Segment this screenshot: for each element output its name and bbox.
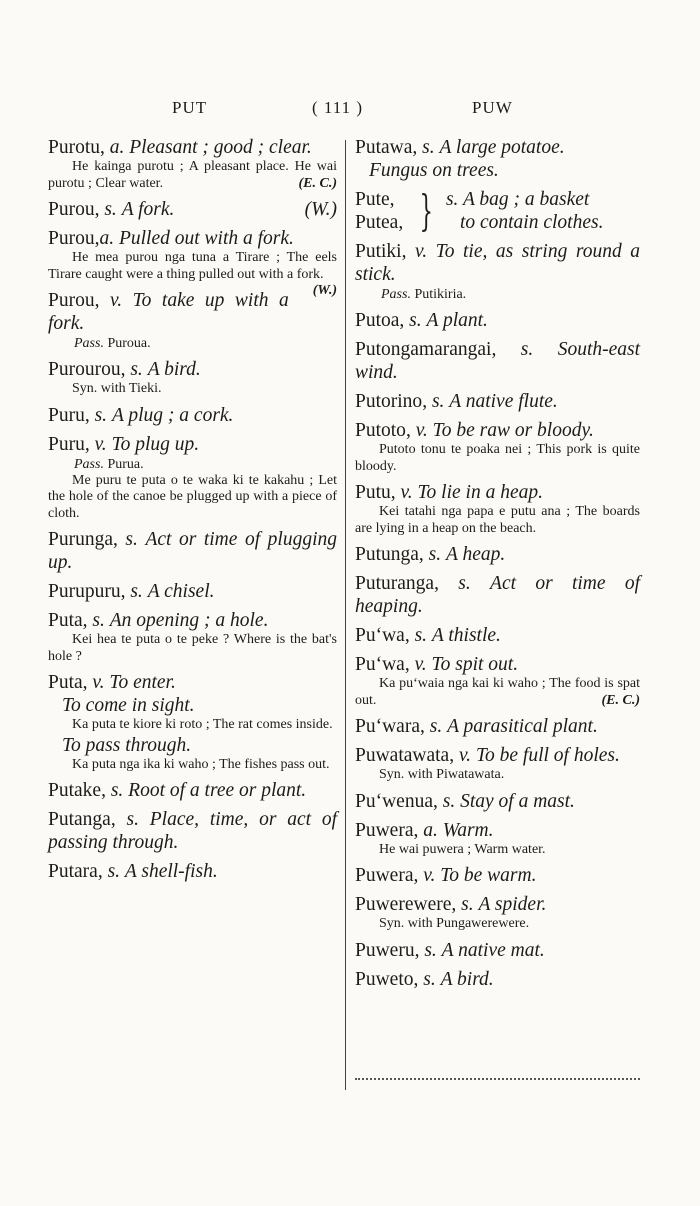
headword: Purunga: [48, 529, 113, 550]
part-of-speech: s.: [422, 137, 435, 158]
headword: Putunga: [355, 544, 419, 565]
definition: A native flute.: [449, 391, 558, 412]
part-of-speech: a.: [423, 819, 438, 841]
headword: Puwerewere: [355, 894, 452, 915]
headword: Putawa: [355, 137, 413, 158]
dictionary-entry: Purourou, s. A bird. Syn. with Tieki.: [48, 358, 337, 398]
definition: A bird.: [147, 359, 201, 380]
headword: Puru: [48, 433, 85, 455]
definition: A large potatoe.: [439, 137, 565, 158]
dictionary-entry: Purunga, s. Act or time of plugging up.: [48, 529, 338, 573]
dictionary-entry: Puwera, a. Warm. He wai puwera ; Warm water.: [355, 819, 640, 859]
part-of-speech: s.: [110, 780, 124, 801]
headword: Purou: [48, 290, 95, 311]
sub-sense: To come in sight.: [62, 695, 195, 716]
dictionary-entry: Putanga, s. Place, time, or act of passing through.: [48, 809, 337, 853]
headword: Puta: [48, 672, 83, 693]
headword: Purou,: [48, 228, 100, 249]
example: Putoto tonu te poaka nei ; This pork is quite bloody.: [355, 442, 640, 474]
headword: Puweto: [355, 968, 414, 990]
headword: Puru: [48, 404, 85, 426]
dictionary-entry: Puru, v. To plug up. Pass. Purua. Me puru te puta o te waka ki te kakahu ; Let the hole of the canoe be plugged up with a piece of cloth.: [48, 433, 337, 521]
definition: A bag ; a basket: [462, 189, 590, 210]
example: He mea purou nga tuna a Tirare ; The eels Tirare caught were a thing pulled out with a fork. (W.): [48, 250, 337, 298]
end-rule: [355, 1078, 640, 1082]
dictionary-entry: Puturanga, s. Act or time of heaping.: [355, 573, 641, 617]
dictionary-entry: Pu‘wenua, s. Stay of a mast.: [355, 790, 575, 812]
example: Me puru te puta o te waka ki te kakahu ; Let the hole of the canoe be plugged up with a piece of cloth.: [48, 472, 337, 521]
definition: A chisel.: [147, 581, 215, 602]
definition: An opening ; a hole.: [109, 610, 269, 631]
part-of-speech: s.: [94, 404, 108, 426]
part-of-speech: a.: [109, 137, 125, 158]
passive-form: Pass. Putikiria.: [381, 287, 467, 302]
example: Syn. with Tieki.: [72, 381, 162, 396]
definition: A heap.: [446, 544, 506, 565]
dictionary-entry: Pu‘wara, s. A parasitical plant.: [355, 716, 598, 737]
headword: Puwatawata: [355, 745, 450, 766]
dictionary-entry: Purou, v. To take up with a fork. Pass. Puroua.: [48, 289, 337, 352]
sub-sense: To pass through.: [62, 734, 192, 756]
headword: Pu‘wa: [355, 625, 405, 646]
part-of-speech: s.: [429, 716, 443, 737]
dictionary-entry: Putawa, s. A large potatoe. Fungus on trees.: [355, 136, 640, 182]
dictionary-entry: Putongamarangai, s. South-east wind.: [355, 339, 641, 383]
dictionary-entry: Puta, v. To enter. To come in sight. Ka puta te kiore ki roto ; The rat comes inside. To pass through. Ka puta nga ika ki waho ; The fishes pass out.: [48, 671, 337, 773]
header-guide-left: PUT: [172, 98, 208, 117]
part-of-speech: s.: [130, 359, 143, 380]
part-of-speech: v.: [92, 672, 105, 693]
definition: Pleasant ; good ; clear.: [129, 137, 312, 158]
headword: Puta: [48, 610, 83, 631]
definition: To be raw or bloody.: [432, 420, 594, 441]
dictionary-entry: Puweru, s. A native mat.: [355, 939, 545, 961]
headword: Purupuru: [48, 581, 121, 602]
headword: Puturanga: [355, 573, 435, 594]
definition: Root of a tree or plant.: [128, 780, 307, 801]
example: Kei tatahi nga papa e putu ana ; The boards are lying in a heap on the beach.: [355, 504, 640, 536]
definition: Act or time of plugging up.: [48, 529, 338, 573]
headword: Pu‘wara: [355, 716, 420, 737]
curly-brace-icon: }: [419, 186, 434, 235]
example: Syn. with Pungawerewere.: [379, 916, 530, 931]
headword: Putoto: [355, 420, 406, 441]
dictionary-entry: Purotu, a. Pleasant ; good ; clear. He kainga purotu ; A pleasant place. He wai purotu ; Clear water. (E. C.): [48, 137, 337, 191]
part-of-speech: s.: [423, 968, 436, 990]
dictionary-entry: Putara, s. A shell-fish.: [48, 861, 218, 882]
definition: A spider.: [478, 894, 547, 915]
dictionary-entry: Putu, v. To lie in a heap. Kei tatahi nga papa e putu ana ; The boards are lying in a heap on the beach.: [355, 482, 640, 536]
example: He wai puwera ; Warm water.: [379, 841, 546, 857]
definition: To plug up.: [111, 433, 200, 455]
example: Ka pu‘waia nga kai ki waho ; The food is spat out. (E. C.): [355, 676, 640, 708]
part-of-speech: s.: [125, 529, 138, 550]
definition: A fork.: [121, 199, 175, 220]
definition: Act or time of heaping.: [355, 573, 641, 617]
definition: To take up with a fork.: [48, 290, 289, 334]
example: He kainga purotu ; A pleasant place. He wai purotu ; Clear water. (E. C.): [48, 159, 337, 191]
part-of-speech: s.: [442, 790, 456, 812]
example: Ka puta nga ika ki waho ; The fishes pass out.: [72, 756, 330, 772]
definition: To enter.: [109, 672, 176, 693]
definition: Pulled out with a fork.: [118, 228, 294, 249]
dictionary-entry: Putiki, v. To tie, as string round a stick. Pass. Putikiria.: [355, 241, 641, 302]
passive-form: Pass. Purua.: [74, 456, 144, 472]
dictionary-entry: Putorino, s. A native flute.: [355, 391, 558, 412]
headword: Putiki: [355, 241, 402, 262]
headword: Putake: [48, 780, 102, 801]
dictionary-entry: Puwerewere, s. A spider. Syn. with Pungawerewere.: [355, 893, 640, 933]
sub-sense: Fungus on trees.: [369, 160, 499, 181]
dictionary-entry: Pu‘wa, s. A thistle.: [355, 625, 501, 646]
headword: Putu: [355, 482, 391, 503]
part-of-speech: s.: [130, 581, 143, 602]
part-of-speech: s.: [414, 625, 428, 646]
dictionary-entry: Purou, s. A fork. (W.): [48, 199, 337, 220]
part-of-speech: s.: [458, 573, 471, 594]
definition: Place, time, or act of passing through.: [48, 809, 337, 853]
part-of-speech: s.: [461, 894, 474, 915]
part-of-speech: s.: [445, 189, 459, 210]
source-ref: (W.): [304, 199, 337, 220]
headword: Putongamarangai: [355, 339, 492, 360]
dictionary-entry: Puta, s. An opening ; a hole. Kei hea te puta o te peke ? Where is the bat's hole ?: [48, 610, 337, 664]
dictionary-entry: Putake, s. Root of a tree or plant.: [48, 780, 307, 801]
dictionary-entry: [48, 227, 337, 298]
part-of-speech: s.: [104, 199, 117, 220]
headword: Putanga: [48, 809, 111, 830]
part-of-speech: v.: [109, 290, 123, 311]
headword: Pute,: [355, 189, 395, 210]
definition: A plug ; a cork.: [111, 404, 234, 426]
definition: South-east wind.: [355, 339, 641, 383]
source-ref: (W.): [312, 283, 337, 298]
example: Syn. with Piwatawata.: [379, 767, 505, 782]
example: Kei hea te puta o te peke ? Where is the bat's hole ?: [48, 632, 337, 664]
definition: To spit out.: [431, 654, 519, 675]
part-of-speech: s.: [409, 310, 422, 331]
definition: A thistle.: [431, 625, 501, 646]
part-of-speech: v.: [400, 482, 413, 503]
dictionary-entry: Puru, s. A plug ; a cork.: [48, 404, 234, 426]
part-of-speech: a.: [99, 228, 115, 249]
header-guide-right: PUW: [472, 98, 513, 117]
dictionary-entry: Puwera, v. To be warm.: [355, 865, 537, 886]
dictionary-entry: Puweto, s. A bird.: [355, 968, 494, 990]
headword: Puweru: [355, 939, 415, 961]
part-of-speech: s.: [431, 391, 445, 412]
dictionary-entry: Putoa, s. A plant.: [355, 310, 488, 331]
part-of-speech: v.: [423, 865, 436, 886]
headword: Putoa: [355, 310, 400, 331]
headword: Purourou: [48, 359, 121, 380]
dictionary-entry: Puwatawata, v. To be full of holes. Syn. with Piwatawata.: [355, 744, 640, 784]
headword: Purou: [48, 199, 95, 220]
definition: A plant.: [426, 310, 488, 331]
right-column: [355, 136, 640, 997]
definition: To be warm.: [440, 865, 537, 886]
definition: A bird.: [440, 968, 494, 990]
part-of-speech: s.: [428, 544, 442, 565]
passive-form: Pass. Puroua.: [74, 336, 151, 351]
example: Ka puta te kiore ki roto ; The rat comes inside.: [72, 717, 333, 732]
headword: Putea,: [355, 212, 404, 233]
dictionary-entry-bracketed: [355, 188, 640, 234]
definition: Warm.: [442, 819, 494, 841]
part-of-speech: s.: [520, 339, 534, 360]
headword: Puwera: [355, 819, 414, 841]
part-of-speech: s.: [92, 610, 105, 631]
dictionary-entry: Purupuru, s. A chisel.: [48, 581, 215, 602]
headword: Putorino: [355, 391, 423, 412]
left-column: [48, 136, 337, 889]
headword: Puwera: [355, 865, 414, 886]
part-of-speech: s.: [424, 939, 437, 961]
part-of-speech: s.: [126, 809, 139, 830]
dictionary-entry: Putoto, v. To be raw or bloody. Putoto tonu te poaka nei ; This pork is quite bloody.: [355, 420, 640, 474]
part-of-speech: v.: [458, 745, 472, 766]
definition: Stay of a mast.: [460, 790, 575, 812]
headword: Purotu: [48, 137, 101, 158]
definition: A parasitical plant.: [447, 716, 598, 737]
headword: Pu‘wenua: [355, 790, 433, 812]
headword: Putara: [48, 861, 98, 882]
definition: To tie, as string round a stick.: [355, 241, 641, 285]
definition: A shell-fish.: [124, 861, 218, 882]
page-header: [0, 98, 700, 122]
part-of-speech: v.: [415, 420, 428, 441]
dictionary-entry: Putunga, s. A heap.: [355, 544, 506, 565]
column-divider: [345, 140, 346, 1090]
part-of-speech: s.: [107, 861, 121, 882]
part-of-speech: v.: [414, 654, 427, 675]
source-ref: (E. C.): [601, 692, 640, 708]
headword: Pu‘wa: [355, 654, 405, 675]
page-number: ( 111 ): [312, 98, 364, 117]
dictionary-entry: Pu‘wa, v. To spit out. Ka pu‘waia nga kai ki waho ; The food is spat out. (E. C.): [355, 654, 640, 708]
definition: To lie in a heap.: [417, 482, 543, 503]
definition: To be full of holes.: [475, 745, 620, 766]
part-of-speech: v.: [415, 241, 428, 262]
definition: to contain clothes.: [459, 212, 604, 233]
source-ref: (E. C.): [298, 175, 337, 191]
definition: A native mat.: [441, 939, 545, 961]
part-of-speech: v.: [94, 433, 107, 455]
